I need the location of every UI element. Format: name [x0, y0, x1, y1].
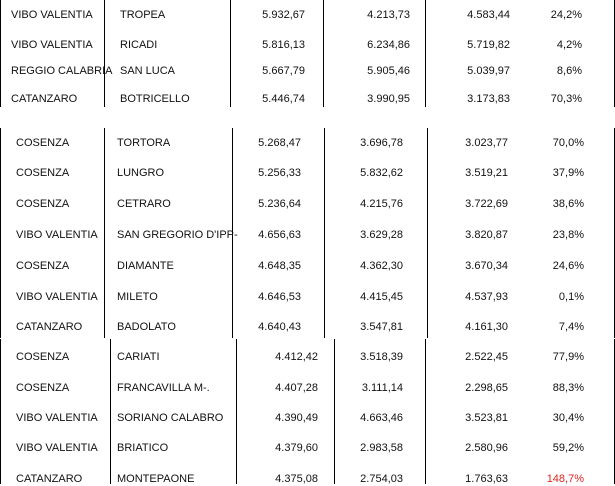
- value-1-cell: 5.932,67: [262, 9, 305, 21]
- value-1-cell: 5.446,74: [262, 93, 305, 105]
- value-3-cell: 3.722,69: [465, 198, 508, 210]
- municipality-cell: LUNGRO: [117, 167, 165, 179]
- percent-cell: 148,7%: [546, 473, 584, 485]
- column-rule: [0, 0, 1, 107]
- percent-cell: 70,0%: [552, 137, 584, 149]
- municipality-cell: CETRARO: [117, 198, 171, 210]
- municipality-cell: DIAMANTE: [117, 260, 174, 272]
- value-3-cell: 3.670,34: [465, 260, 508, 272]
- province-cell: COSENZA: [16, 260, 70, 272]
- percent-cell: 23,8%: [552, 229, 584, 241]
- province-cell: COSENZA: [16, 167, 70, 179]
- percent-cell: 77,9%: [552, 351, 584, 363]
- value-3-cell: 3.023,77: [465, 137, 508, 149]
- percent-cell: 88,3%: [552, 382, 584, 394]
- value-1-cell: 4.375,08: [275, 473, 318, 485]
- value-2-cell: 5.905,46: [367, 65, 410, 77]
- value-2-cell: 3.629,28: [360, 229, 403, 241]
- value-1-cell: 5.816,13: [262, 39, 305, 51]
- value-3-cell: 2.298,65: [465, 382, 508, 394]
- province-cell: COSENZA: [16, 198, 70, 210]
- column-rule: [0, 128, 1, 338]
- value-2-cell: 5.832,62: [360, 167, 403, 179]
- column-rule: [104, 0, 105, 107]
- column-rule: [324, 128, 325, 338]
- province-cell: COSENZA: [16, 137, 70, 149]
- value-1-cell: 4.656,63: [258, 229, 301, 241]
- municipality-cell: RICADI: [120, 39, 158, 51]
- municipality-cell: FRANCAVILLA M-.: [117, 382, 210, 394]
- municipality-cell: BOTRICELLO: [120, 93, 190, 105]
- value-1-cell: 4.379,60: [275, 442, 318, 454]
- value-1-cell: 5.268,47: [258, 137, 301, 149]
- column-rule: [236, 339, 237, 484]
- municipality-cell: CARIATI: [117, 351, 160, 363]
- value-2-cell: 3.990,95: [367, 93, 410, 105]
- province-cell: REGGIO CALABRIA: [11, 65, 113, 77]
- municipality-cell: BRIATICO: [117, 442, 169, 454]
- value-3-cell: 2.580,96: [465, 442, 508, 454]
- percent-cell: 24,6%: [552, 260, 584, 272]
- province-cell: VIBO VALENTIA: [16, 229, 98, 241]
- column-rule: [230, 0, 231, 107]
- value-1-cell: 5.256,33: [258, 167, 301, 179]
- percent-cell: 59,2%: [552, 442, 584, 454]
- value-3-cell: 3.519,21: [465, 167, 508, 179]
- value-1-cell: 5.667,79: [262, 65, 305, 77]
- province-cell: VIBO VALENTIA: [16, 291, 98, 303]
- value-1-cell: 4.407,28: [275, 382, 318, 394]
- value-1-cell: 4.390,49: [275, 412, 318, 424]
- value-1-cell: 4.412,42: [275, 351, 318, 363]
- value-2-cell: 3.111,14: [361, 382, 403, 394]
- value-3-cell: 3.523,81: [465, 412, 508, 424]
- municipality-cell: TROPEA: [120, 9, 166, 21]
- value-1-cell: 4.640,43: [258, 321, 301, 333]
- value-3-cell: 5.719,82: [467, 39, 510, 51]
- column-rule: [425, 339, 426, 484]
- value-2-cell: 2.983,58: [360, 442, 403, 454]
- province-cell: CATANZARO: [16, 321, 83, 333]
- province-cell: VIBO VALENTIA: [16, 412, 98, 424]
- percent-cell: 0,1%: [558, 291, 584, 303]
- value-2-cell: 3.547,81: [360, 321, 403, 333]
- column-rule: [104, 128, 105, 338]
- percent-cell: 24,2%: [550, 9, 582, 21]
- municipality-cell: SAN LUCA: [120, 65, 176, 77]
- value-2-cell: 2.754,03: [360, 473, 403, 485]
- value-3-cell: 2.522,45: [465, 351, 508, 363]
- column-rule: [334, 339, 335, 484]
- value-2-cell: 4.415,45: [360, 291, 403, 303]
- column-rule: [110, 339, 111, 484]
- column-rule: [0, 339, 1, 484]
- value-2-cell: 6.234,86: [367, 39, 410, 51]
- province-cell: VIBO VALENTIA: [16, 442, 98, 454]
- municipality-cell: SAN GREGORIO D'IPP-: [117, 229, 238, 241]
- value-1-cell: 4.646,53: [258, 291, 301, 303]
- percent-cell: 7,4%: [558, 321, 584, 333]
- value-3-cell: 3.173,83: [467, 93, 510, 105]
- value-1-cell: 4.648,35: [258, 260, 301, 272]
- value-2-cell: 4.213,73: [367, 9, 410, 21]
- province-cell: COSENZA: [16, 382, 70, 394]
- value-3-cell: 4.161,30: [465, 321, 508, 333]
- value-2-cell: 3.696,78: [360, 137, 403, 149]
- municipality-cell: TORTORA: [117, 137, 171, 149]
- value-3-cell: 1.763,63: [465, 473, 508, 485]
- value-3-cell: 4.583,44: [467, 9, 510, 21]
- province-cell: COSENZA: [16, 351, 70, 363]
- municipality-cell: MONTEPAONE: [117, 473, 195, 485]
- percent-cell: 37,9%: [552, 167, 584, 179]
- value-2-cell: 4.663,46: [360, 412, 403, 424]
- municipality-cell: MILETO: [117, 291, 158, 303]
- value-2-cell: 4.362,30: [360, 260, 403, 272]
- province-cell: CATANZARO: [16, 473, 83, 485]
- value-3-cell: 5.039,97: [467, 65, 510, 77]
- value-1-cell: 5.236,64: [258, 198, 301, 210]
- column-rule: [425, 0, 426, 107]
- percent-cell: 8,6%: [556, 65, 582, 77]
- percent-cell: 38,6%: [552, 198, 584, 210]
- province-cell: VIBO VALENTIA: [11, 39, 93, 51]
- value-2-cell: 4.215,76: [360, 198, 403, 210]
- column-rule: [323, 0, 324, 107]
- province-cell: VIBO VALENTIA: [11, 9, 93, 21]
- province-cell: CATANZARO: [11, 93, 78, 105]
- percent-cell: 30,4%: [552, 412, 584, 424]
- value-2-cell: 3.518,39: [360, 351, 403, 363]
- column-rule: [427, 128, 428, 338]
- municipality-cell: SORIANO CALABRO: [117, 412, 224, 424]
- value-3-cell: 4.537,93: [465, 291, 508, 303]
- municipality-cell: BADOLATO: [117, 321, 176, 333]
- percent-cell: 70,3%: [550, 93, 582, 105]
- value-3-cell: 3.820,87: [465, 229, 508, 241]
- percent-cell: 4,2%: [556, 39, 582, 51]
